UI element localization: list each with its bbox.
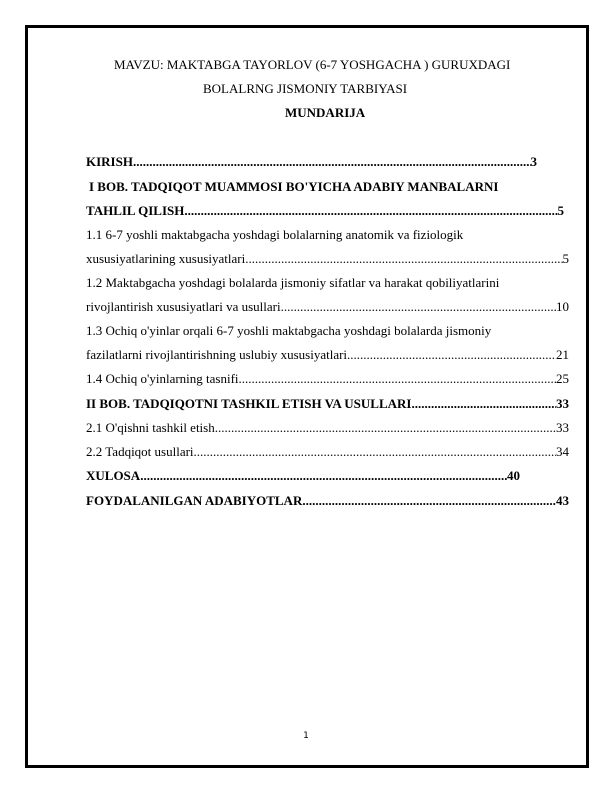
toc-leader bbox=[133, 154, 531, 170]
toc-entry-label: 1.1 6-7 yoshli maktabgacha yoshdagi bolalarning anatomik va fiziologik bbox=[86, 227, 464, 242]
toc-page-number: 21 bbox=[556, 347, 569, 362]
toc-leader bbox=[302, 493, 556, 509]
toc-entry-section-1-4 bbox=[86, 371, 569, 387]
toc-entry-references bbox=[86, 493, 569, 509]
toc-leader bbox=[184, 203, 557, 219]
toc-entry-kirish bbox=[86, 154, 537, 170]
toc-page-number: 3 bbox=[530, 154, 537, 169]
toc-leader bbox=[140, 468, 507, 484]
toc-entry-section-2-1 bbox=[86, 420, 569, 436]
toc-leader bbox=[347, 347, 556, 363]
toc-entry-label: FOYDALANILGAN ADABIYOTLAR bbox=[86, 493, 303, 508]
toc-page-number: 33 bbox=[556, 420, 569, 435]
toc-leader bbox=[194, 444, 556, 460]
title-line-2: BOLALRNG JISMONIY TARBIYASI bbox=[203, 81, 408, 96]
title-line-1: MAVZU: MAKTABGA TAYORLOV (6-7 YOSHGACHA ) GURUXDAGI bbox=[114, 57, 511, 72]
toc-page-number: 43 bbox=[556, 493, 569, 508]
toc-page-number: 33 bbox=[556, 396, 569, 411]
toc-entry-section-1-3 bbox=[86, 347, 569, 363]
toc-entry-label: fazilatlarni rivojlantirishning uslubiy xususiyatlari bbox=[86, 347, 348, 362]
toc-leader bbox=[215, 420, 556, 436]
contents-heading: MUNDARIJA bbox=[285, 105, 366, 120]
toc-entry-label: 2.1 O'qishni tashkil etish bbox=[86, 420, 215, 435]
toc-entry-label: 1.2 Maktabgacha yoshdagi bolalarda jismoniy sifatlar va harakat qobiliyatlarini bbox=[86, 275, 500, 290]
toc-entry-label: II BOB. TADQIQOTNI TASHKIL ETISH VA USULLARI bbox=[86, 396, 412, 411]
toc-leader bbox=[411, 396, 556, 412]
toc-page-number: 5 bbox=[562, 251, 569, 266]
toc-page-number: 34 bbox=[556, 444, 569, 459]
toc-entry-label: rivojlantirish xususiyatlari va usullari bbox=[86, 299, 281, 314]
toc-entry-xulosa bbox=[86, 468, 520, 484]
toc-entry-label: xususiyatlarining xususiyatlari bbox=[86, 251, 246, 266]
toc-entry-label: TAHLIL QILISH bbox=[86, 203, 185, 218]
toc-page-number: 40 bbox=[507, 468, 520, 483]
toc-page-number: 10 bbox=[556, 299, 569, 314]
page-number: 1 bbox=[303, 731, 309, 741]
toc-entry-label: 2.2 Tadqiqot usullari bbox=[86, 444, 194, 459]
toc-section-1-2-line-1 bbox=[86, 275, 569, 291]
toc-entry-label: 1.4 Ochiq o'yinlarning tasnifi bbox=[86, 371, 239, 386]
toc-section-1-3-line-1 bbox=[86, 323, 569, 339]
toc-entry-chapter-2 bbox=[86, 396, 569, 412]
toc-page-number: 5 bbox=[557, 203, 564, 218]
toc-section-1-1-line-1 bbox=[86, 227, 569, 243]
toc-entry-label: 1.3 Ochiq o'yinlar orqali 6-7 yoshli maktabgacha yoshdagi bolalarda jismoniy bbox=[86, 323, 492, 338]
toc-entry-label: XULOSA bbox=[86, 468, 141, 483]
toc-entry-label: KIRISH bbox=[86, 154, 133, 169]
toc-entry-section-2-2 bbox=[86, 444, 569, 460]
toc-page-number: 25 bbox=[556, 371, 569, 386]
toc-entry-label: I BOB. TADQIQOT MUAMMOSI BO'YICHA ADABIY MANBALARNI bbox=[89, 179, 499, 194]
toc-leader bbox=[245, 251, 562, 267]
toc-entry-section-1-1 bbox=[86, 251, 569, 267]
toc-entry-section-1-2 bbox=[86, 299, 569, 315]
toc-chapter-1-line-1 bbox=[89, 179, 572, 195]
toc-entry-chapter-1 bbox=[86, 203, 564, 219]
toc-leader bbox=[239, 371, 556, 387]
toc-leader bbox=[281, 299, 556, 315]
